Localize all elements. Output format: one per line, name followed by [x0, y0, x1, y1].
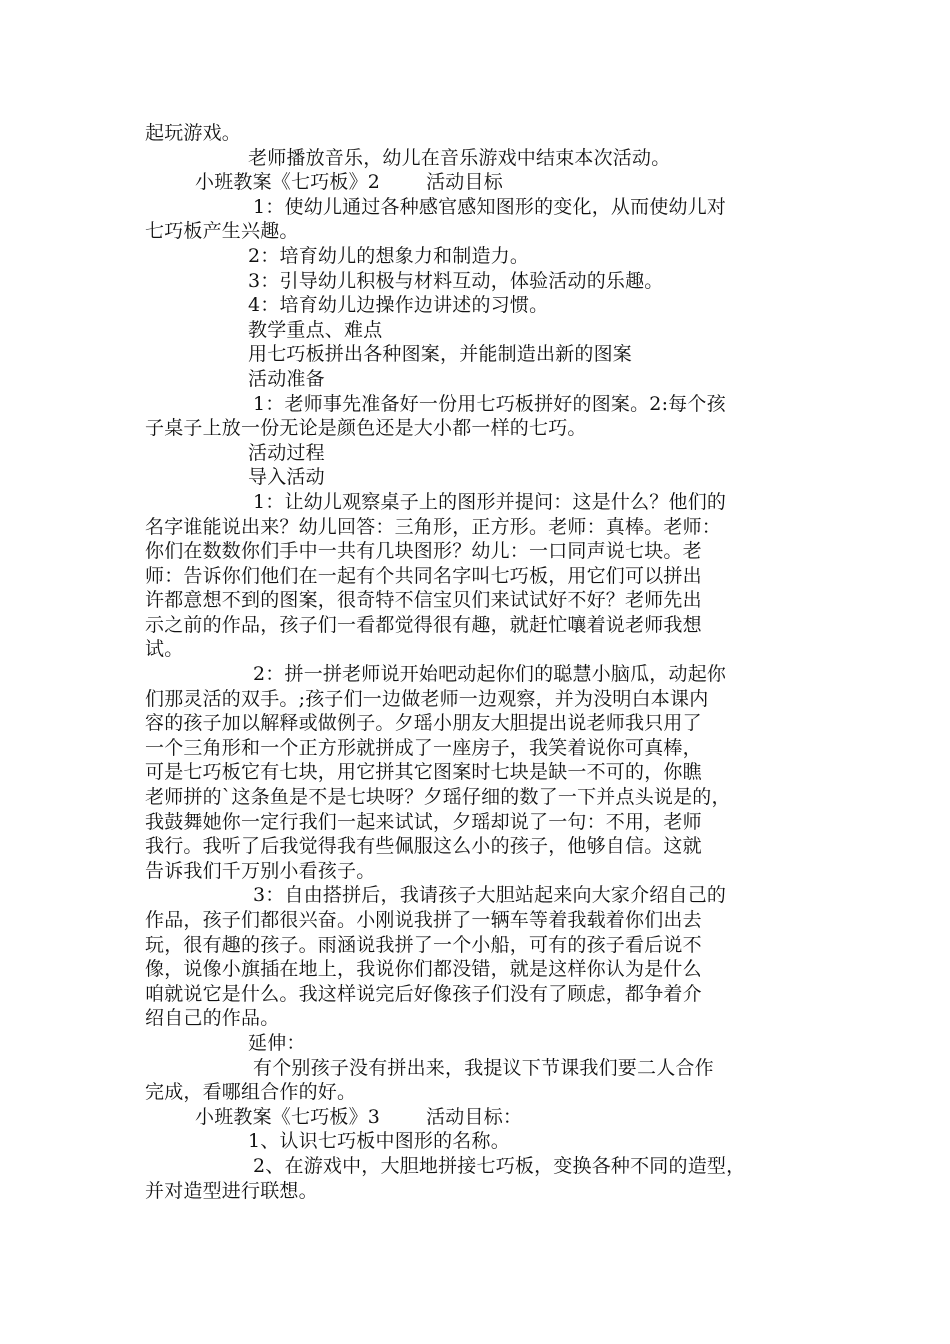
text-line [145, 416, 810, 441]
text-line [145, 392, 810, 417]
document-body [145, 121, 810, 1203]
line-text: 玩，很有趣的孩子。雨涵说我拼了一个小船，可有的孩子看后说不 [145, 933, 702, 956]
line-text: 活动准备 [248, 367, 325, 390]
text-line [145, 859, 810, 884]
text-line [145, 121, 810, 146]
text-line [145, 736, 810, 761]
line-text: 示之前的作品，孩子们一看都觉得很有趣，就赶忙嚷着说老师我想 [145, 613, 702, 636]
line-text: 活动过程 [248, 441, 325, 464]
line-text: 许都意想不到的图案，很奇特不信宝贝们来试试好不好？老师先出 [145, 589, 702, 612]
line-text: 延伸： [248, 1031, 306, 1054]
text-line [145, 195, 810, 220]
text-line [145, 613, 810, 638]
line-text: 1：使幼儿通过各种感官感知图形的变化，从而使幼儿对 [253, 195, 727, 218]
line-text: 有个别孩子没有拼出来，我提议下节课我们要二人合作 [253, 1056, 714, 1079]
line-text: 作品，孩子们都很兴奋。小刚说我拼了一辆车等着我载着你们出去 [145, 909, 702, 931]
line-text: 我行。我听了后我觉得我有些佩服这么小的孩子，他够自信。这就 [145, 835, 702, 858]
text-line [145, 760, 810, 785]
text-line [145, 441, 810, 466]
text-line [145, 1154, 810, 1179]
text-line [145, 293, 810, 318]
line-heading-tail: 活动目标 [426, 171, 503, 194]
text-line [145, 342, 810, 367]
line-text: 2、在游戏中，大胆地拼接七巧板，变换各种不同的造型， [253, 1154, 746, 1177]
text-line [145, 1129, 810, 1154]
line-text: 咱就说它是什么。我这样说完后好像孩子们没有了顾虑，都争着介 [145, 982, 702, 1005]
text-line [145, 490, 810, 515]
text-line [145, 564, 810, 589]
line-text: 起玩游戏。 [145, 122, 242, 144]
line-text: 绍自己的作品。 [145, 1007, 280, 1030]
text-line [145, 515, 810, 540]
text-line [145, 883, 810, 908]
text-line [145, 1179, 810, 1204]
text-line [145, 834, 810, 859]
line-text: 名字谁能说出来？幼儿回答：三角形，正方形。老师：真棒。老师： [145, 515, 722, 538]
text-line [145, 933, 810, 958]
text-line [145, 465, 810, 490]
line-text: 2：拼一拼老师说开始吧动起你们的聪慧小脑瓜，动起你 [253, 663, 727, 686]
text-line [145, 662, 810, 687]
line-text: 小班教案《七巧板》2 [195, 171, 381, 194]
line-text: 你们在数数你们手中一共有几块图形？幼儿：一口同声说七块。老 [145, 540, 702, 563]
line-text: 试。 [145, 638, 184, 661]
line-text: 像，说像小旗插在地上，我说你们都没错，就是这样你认为是什么 [145, 958, 702, 981]
text-line [145, 908, 810, 933]
text-line [145, 219, 810, 244]
line-text: 一个三角形和一个正方形就拼成了一座房子，我笑着说你可真棒， [145, 736, 702, 759]
text-line [145, 318, 810, 343]
line-text: 容的孩子加以解释或做例子。夕瑶小朋友大胆提出说老师我只用了 [145, 712, 702, 735]
text-line [145, 785, 810, 810]
line-text: 并对造型进行联想。 [145, 1179, 318, 1202]
line-text: 导入活动 [248, 466, 325, 489]
line-text: 老师播放音乐，幼儿在音乐游戏中结束本次活动。 [248, 146, 671, 169]
line-text: 3：引导幼儿积极与材料互动，体验活动的乐趣。 [248, 269, 664, 292]
text-line [145, 637, 810, 662]
text-line [145, 957, 810, 982]
text-line [145, 146, 810, 171]
text-line [145, 711, 810, 736]
line-text: 师：告诉你们他们在一起有个共同名字叫七巧板，用它们可以拼出 [145, 564, 702, 587]
line-text: 用七巧板拼出各种图案，并能制造出新的图案 [248, 343, 633, 366]
text-line [145, 244, 810, 269]
text-line [145, 687, 810, 712]
line-text: 小班教案《七巧板》3 [195, 1105, 381, 1128]
line-text: 子桌子上放一份无论是颜色还是大小都一样的七巧。 [145, 417, 587, 440]
line-text: 告诉我们千万别小看孩子。 [145, 859, 376, 882]
text-line [145, 170, 810, 195]
text-line [145, 1080, 810, 1105]
line-text: 完成，看哪组合作的好。 [145, 1081, 357, 1104]
text-line [145, 588, 810, 613]
text-line [145, 269, 810, 294]
text-line [145, 982, 810, 1007]
line-text: 1：老师事先准备好一份用七巧板拼好的图案。2:每个孩 [253, 392, 726, 415]
line-text: 1、认识七巧板中图形的名称。 [248, 1130, 510, 1153]
line-text: 可是七巧板它有七块，用它拼其它图案时七块是缺一不可的，你瞧 [145, 761, 702, 784]
line-heading-tail: 活动目标： [426, 1105, 523, 1128]
text-line [145, 367, 810, 392]
line-text: 3：自由搭拼后，我请孩子大胆站起来向大家介绍自己的 [253, 884, 727, 907]
text-line [145, 1006, 810, 1031]
line-text: 教学重点、难点 [248, 318, 383, 341]
line-text: 我鼓舞她你一定行我们一起来试试，夕瑶却说了一句：不用，老师 [145, 810, 702, 833]
text-line [145, 1056, 810, 1081]
line-text: 4：培育幼儿边操作边讲述的习惯。 [248, 294, 549, 317]
line-text: 1：让幼儿观察桌子上的图形并提问：这是什么？他们的 [253, 490, 727, 513]
text-line [145, 1105, 810, 1130]
text-line [145, 539, 810, 564]
line-text: 七巧板产生兴趣。 [145, 220, 299, 243]
line-text: 2：培育幼儿的想象力和制造力。 [248, 244, 530, 267]
text-line [145, 1031, 810, 1056]
line-text: 们那灵活的双手。;孩子们一边做老师一边观察，并为没明白本课内 [145, 687, 709, 710]
text-line [145, 810, 810, 835]
line-text: 老师拼的`这条鱼是不是七块呀？夕瑶仔细的数了一下并点头说是的， [145, 786, 731, 809]
